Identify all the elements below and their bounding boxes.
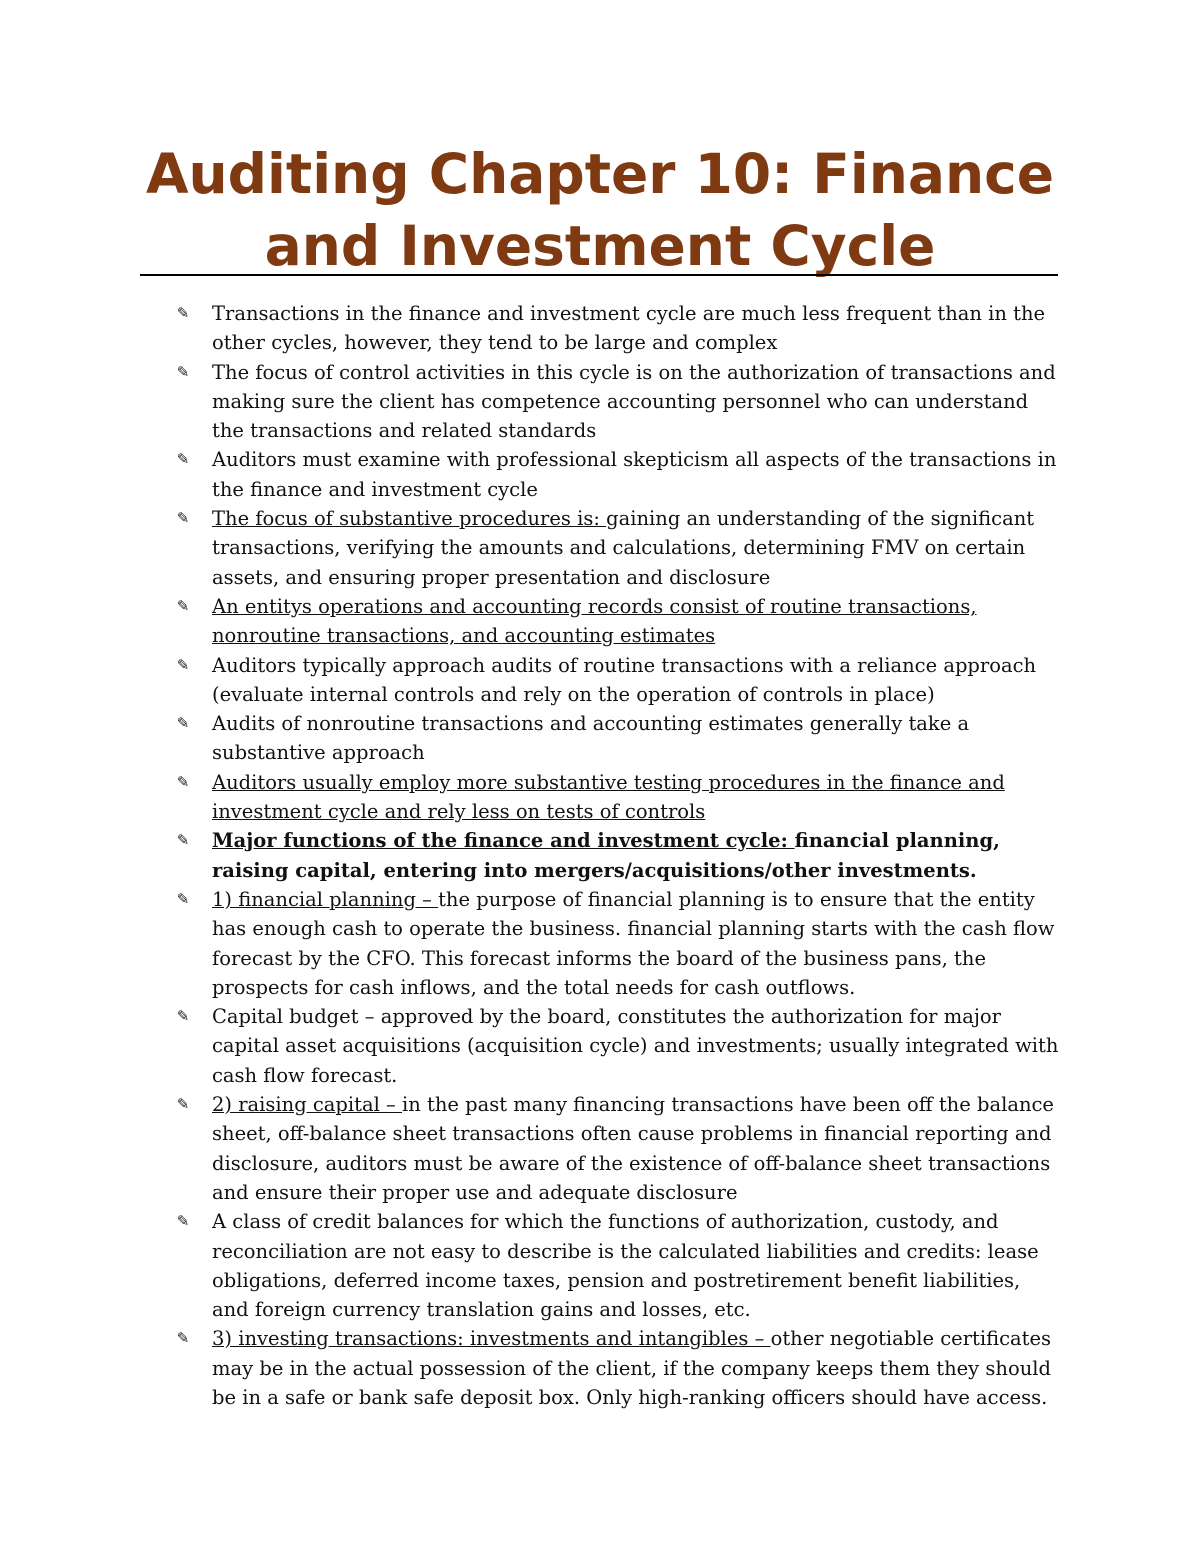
leaf-bullet-icon: ✎ bbox=[176, 714, 190, 733]
bullet-underlined-lead: 3) investing transactions: investments and intangibles – bbox=[212, 1327, 771, 1351]
bullet-underlined-lead: 1) financial planning – bbox=[212, 887, 439, 911]
bullet-text: other negotiable certificates may be in the actual possession of the client, if the company keeps them they should be in a safe or bank safe deposit box. Only high-ranking officers should have access. bbox=[212, 1327, 1052, 1409]
bullet-text: The focus of control activities in this cycle is on the authorization of transactions and making sure the client has competence accounting personnel who can understand the transactions and related standards bbox=[212, 360, 1056, 443]
bullet-text: Auditors must examine with professional skepticism all aspects of the transactions in the finance and investment cycle bbox=[212, 448, 1057, 501]
bullet-item-5 bbox=[172, 592, 1062, 651]
leaf-bullet-icon: ✎ bbox=[176, 772, 190, 791]
bullet-item-10 bbox=[172, 885, 1062, 1002]
bullet-text: financial planning, raising capital, entering into mergers/acquisitions/other investments. bbox=[212, 829, 1000, 882]
bullet-item-9 bbox=[172, 826, 1062, 885]
bullet-item-14 bbox=[172, 1324, 1062, 1412]
bullet-item-7 bbox=[172, 709, 1062, 768]
bullet-text: in the past many financing transactions have been off the balance sheet, off-balance sheet transactions often cause problems in financial reporting and disclosure, auditors must be aware of the existence of off-balance sheet transactions and ensure their proper use and adequate disclosure bbox=[212, 1093, 1054, 1204]
bullet-text: the purpose of financial planning is to ensure that the entity has enough cash to operate the business. financial planning starts with the cash flow forecast by the CFO. This forecast informs the board of the business pans, the prospects for cash inflows, and the total needs for cash outflows. bbox=[212, 887, 1055, 999]
bullet-underlined-lead: The focus of substantive procedures is: bbox=[212, 507, 607, 531]
bullet-underlined-lead: Major functions of the finance and investment cycle: bbox=[212, 829, 795, 853]
bullet-item-4 bbox=[172, 504, 1062, 592]
bullet-underlined-lead: 2) raising capital – bbox=[212, 1093, 402, 1117]
leaf-bullet-icon: ✎ bbox=[176, 509, 190, 528]
leaf-bullet-icon: ✎ bbox=[176, 655, 190, 674]
bullet-item-12 bbox=[172, 1090, 1062, 1207]
bullet-item-13 bbox=[172, 1207, 1062, 1324]
leaf-bullet-icon: ✎ bbox=[176, 450, 190, 469]
leaf-bullet-icon: ✎ bbox=[176, 596, 190, 615]
leaf-bullet-icon: ✎ bbox=[176, 1095, 190, 1114]
bullet-item-6 bbox=[172, 651, 1062, 710]
leaf-bullet-icon: ✎ bbox=[176, 889, 190, 908]
leaf-bullet-icon: ✎ bbox=[176, 831, 190, 850]
leaf-bullet-icon: ✎ bbox=[176, 362, 190, 381]
bullet-item-8 bbox=[172, 768, 1062, 827]
bullet-list bbox=[172, 299, 1062, 1412]
bullet-item-2 bbox=[172, 358, 1062, 446]
bullet-text: Auditors typically approach audits of routine transactions with a reliance approach (evaluate internal controls and rely on the operation of controls in place) bbox=[212, 653, 1037, 706]
bullet-text: A class of credit balances for which the functions of authorization, custody, and reconciliation are not easy to describe is the calculated liabilities and credits: lease obligations, deferred income taxes, pension and postretirement benefit liabilities, and foreign currency translation gains and losses, etc. bbox=[212, 1210, 1039, 1322]
leaf-bullet-icon: ✎ bbox=[176, 1329, 190, 1348]
leaf-bullet-icon: ✎ bbox=[176, 1007, 190, 1026]
bullet-underlined-lead: An entitys operations and accounting records consist of routine transactions, nonroutine transactions, and accounting estimates bbox=[212, 594, 977, 648]
bullet-underlined-lead: Auditors usually employ more substantive testing procedures in the finance and investment cycle and rely less on tests of controls bbox=[212, 770, 1005, 824]
bullet-item-1 bbox=[172, 299, 1062, 358]
bullet-item-3 bbox=[172, 445, 1062, 504]
bullet-text: Transactions in the finance and investment cycle are much less frequent than in the other cycles, however, they tend to be large and complex bbox=[212, 302, 1046, 355]
bullet-item-11 bbox=[172, 1002, 1062, 1090]
document-title: Auditing Chapter 10: Finance and Investment Cycle bbox=[145, 142, 1055, 278]
bullet-text: gaining an understanding of the significant transactions, verifying the amounts and calculations, determining FMV on certain assets, and ensuring proper presentation and disclosure bbox=[212, 507, 1035, 589]
leaf-bullet-icon: ✎ bbox=[176, 304, 190, 322]
bullet-text: Audits of nonroutine transactions and accounting estimates generally take a substantive approach bbox=[212, 712, 970, 765]
bullet-text: Capital budget – approved by the board, constitutes the authorization for major capital asset acquisitions (acquisition cycle) and investments; usually integrated with cash flow forecast. bbox=[212, 1005, 1059, 1087]
title-underline-rule bbox=[140, 274, 1058, 276]
leaf-bullet-icon: ✎ bbox=[176, 1212, 190, 1231]
